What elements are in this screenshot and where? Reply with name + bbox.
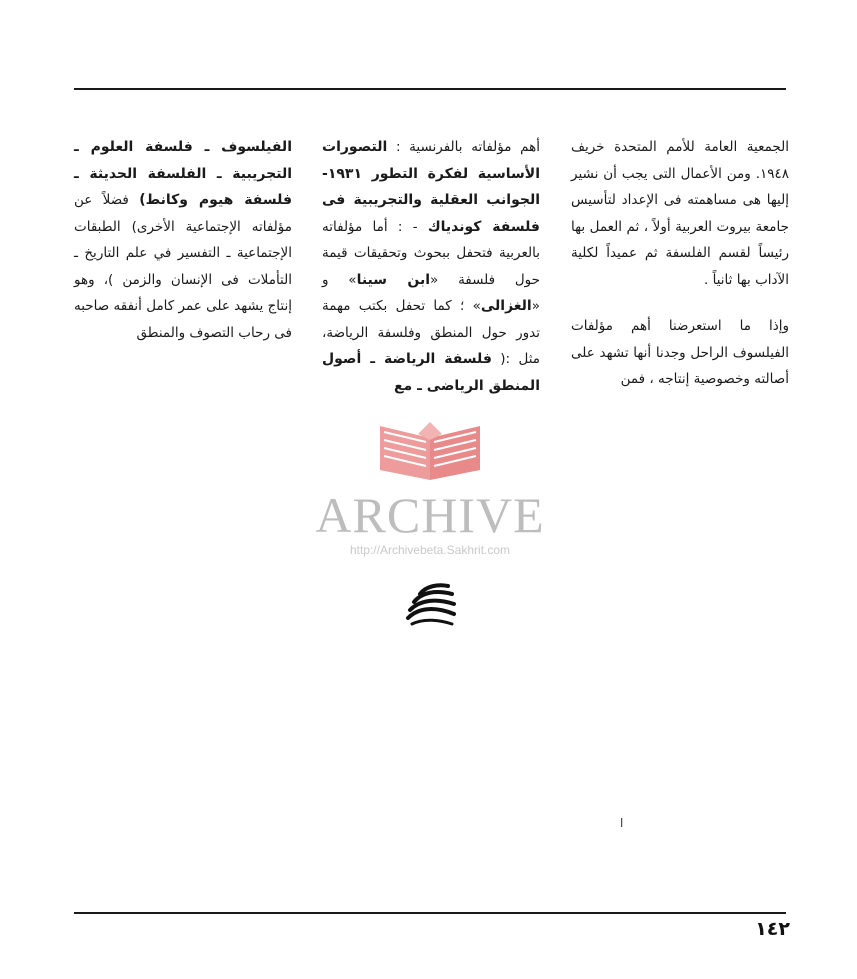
top-rule — [74, 88, 786, 90]
watermark-title: ARCHIVE — [315, 487, 545, 543]
page-number: ١٤٢ — [755, 918, 790, 940]
intro-text: أهم مؤلفاته بالفرنسية : — [395, 139, 540, 155]
name-ibn-sina: ابن سينا — [356, 271, 431, 288]
watermark-url: http://Archivebeta.Sakhrit.com — [349, 543, 511, 557]
stray-mark: ا — [620, 816, 624, 830]
text-column-right — [571, 134, 789, 393]
text-column-left — [74, 134, 292, 346]
open-book-icon — [360, 420, 500, 482]
body-text: » ؛ كما تحفل بكتب مهمة تدور حول المنطق وفلسفة الرياضة، مثل :( — [322, 298, 540, 367]
paragraph — [322, 134, 540, 399]
text-column-middle — [322, 134, 540, 399]
body-text: - : أما مؤلفاته بالعربية فتحفل ببحوث وتحقيقات قيمة حول فلسفة « — [322, 218, 540, 288]
archive-watermark — [300, 420, 560, 558]
body-text: » و « — [322, 271, 540, 314]
bottom-rule — [74, 912, 786, 914]
paragraph: الجمعية العامة للأمم المتحدة خريف ١٩٤٨. ومن الأعمال التى يجب أن نشير إليها هى مساهمته فى الإعداد لتأسيس جامعة بيروت العربية أولاً ، ثم العمل بها رئيساً لقسم الفلسفة ثم عميداً لكلية الآداب بها ثانياً . — [571, 139, 789, 288]
book-titles-french: التصورات الأساسية لفكرة التطور ١٩٣١- الجوانب العقلية والتجريبية فى فلسفة كوندياك — [322, 139, 540, 235]
book-titles-arabic: فلسفة الرياضة ـ أصول المنطق الرياضى ـ مع — [322, 351, 540, 394]
book-titles-arabic-continued: الفيلسوف ـ فلسفة العلوم ـ التجريبية ـ الفلسفة الحديثة ـ فلسفة هيوم وكانط) — [74, 139, 292, 208]
body-text: فضلاً عن مؤلفاته الإجتماعية الأخرى) الطبقات الإجتماعية ـ التفسير في علم التاريخ ـ التأملات فى الإنسان والزمن )، وهو إنتاج يشهد على عمر كامل أنفقه صاحبه فى رحاب التصوف والمنطق — [74, 192, 292, 341]
paragraph: وإذا ما استعرضنا أهم مؤلفات الفيلسوف الراحل وجدنا أنها تشهد على أصالته وخصوصية إنتاجه ، فمن — [571, 318, 789, 387]
paragraph — [74, 134, 292, 346]
decorative-ornament-icon — [404, 578, 458, 630]
name-ghazali: الغزالى — [480, 298, 532, 314]
